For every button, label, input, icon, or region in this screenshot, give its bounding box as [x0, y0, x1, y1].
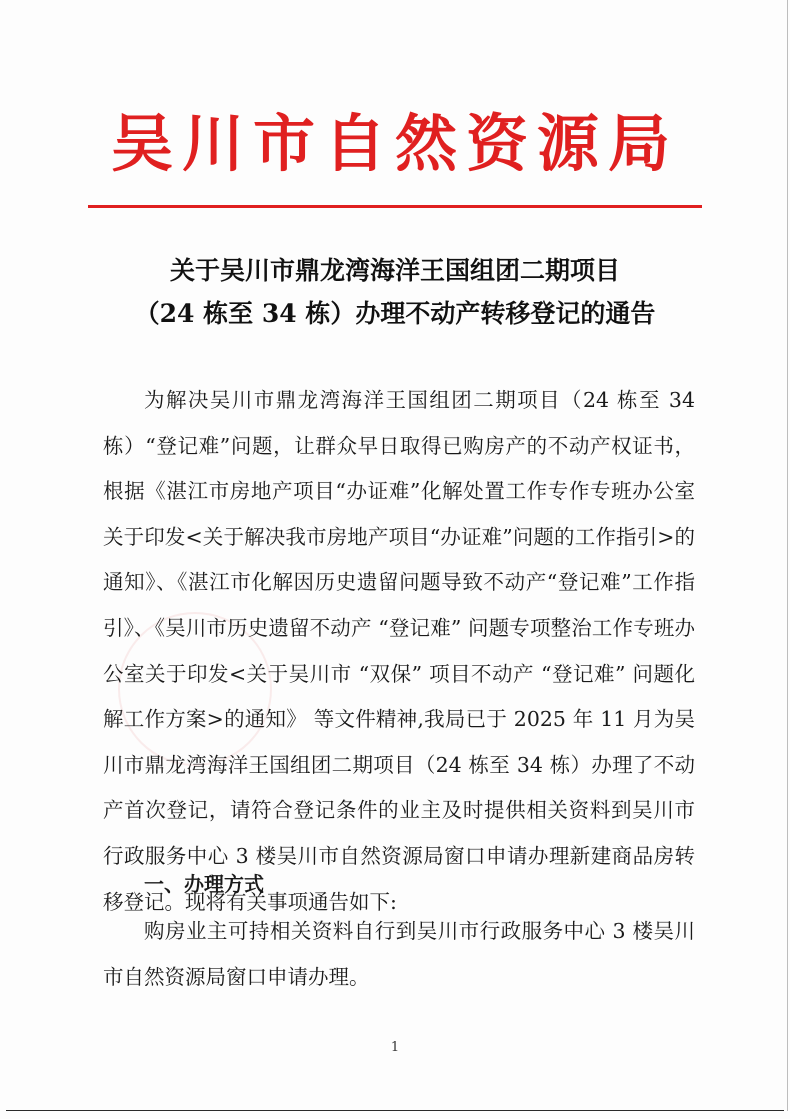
- notice-title-line-2: （24 栋至 34 栋）办理不动产转移登记的通告: [134, 299, 656, 328]
- masthead-red-rule: [88, 205, 702, 208]
- notice-title-line-1: 关于吴川市鼎龙湾海洋王国组团二期项目: [169, 256, 620, 285]
- page-number: 1: [390, 1040, 400, 1055]
- page-edge-bottom: [6, 1110, 784, 1111]
- section-1-heading: 一、办理方式: [144, 872, 264, 896]
- agency-masthead: 吴川市自然资源局: [110, 107, 679, 180]
- intro-paragraph: 为解决吴川市鼎龙湾海洋王国组团二期项目（24 栋至 34 栋）“登记难”问题，让群众早日取得已购房产的不动产权证书，根据《湛江市房地产项目“办证难”化解处置工作专作专班办公室关于印发<关于解决我市房地产项目“办证难”问题的工作指引>的通知》、《湛江市化解因历史遗留问题导致不动产“登记难”工作指引》、《吴川市历史遗留不动产 “登记难” 问题专项整治工作专班办公室关于印发<关于吴川市 “双保” 项目不动产 “登记难” 问题化解工作方案>的通知》 等文件精神,我局已于 2025 年 11 月为吴川市鼎龙湾海洋王国组团二期项目（24 栋至 34 栋）办理了不动产首次登记，请符合登记条件的业主及时提供相关资料到吴川市行政服务中心 3 楼吴川市自然资源局窗口申请办理新建商品房转移登记。现将有关事项通告如下:: [103, 388, 695, 914]
- section-1-paragraph: 购房业主可持相关资料自行到吴川市行政服务中心 3 楼吴川市自然资源局窗口申请办理。: [103, 919, 695, 989]
